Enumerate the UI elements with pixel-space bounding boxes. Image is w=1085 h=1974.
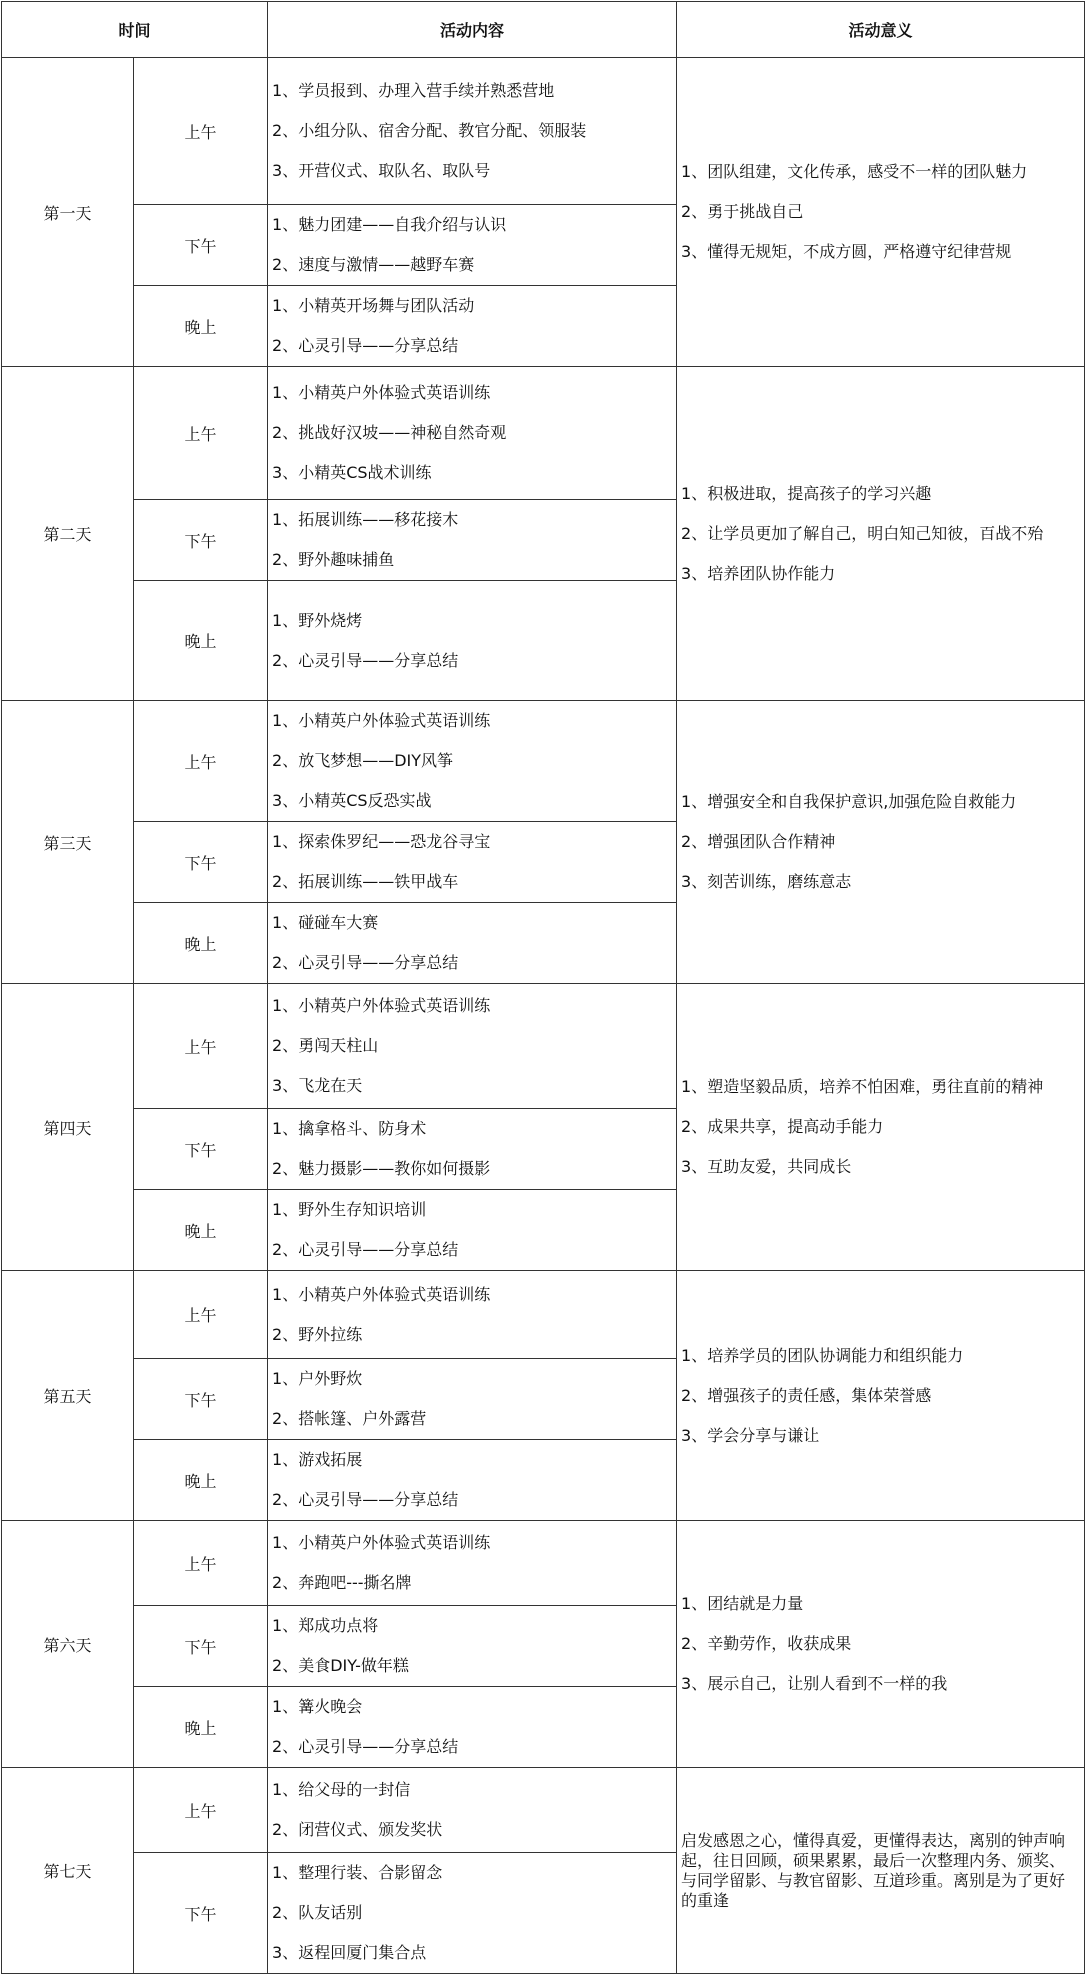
meaning-paragraph: 启发感恩之心，懂得真爱，更懂得表达，离别的钟声响起，往日回顾，硕果累累，最后一次整理内务、颁奖、与同学留影、与教官留影、互道珍重。离别是为了更好的重逢 bbox=[681, 1830, 1066, 1910]
meaning-item: 2、成果共享，提高动手能力 bbox=[681, 1117, 884, 1136]
activity-content-cell bbox=[268, 1440, 677, 1521]
activity-content-cell bbox=[268, 701, 677, 822]
activity-item: 1、小精英户外体验式英语训练 bbox=[272, 1284, 491, 1304]
day-label: 第四天 bbox=[2, 984, 134, 1271]
activity-item: 1、小精英户外体验式英语训练 bbox=[272, 1533, 491, 1552]
schedule-row bbox=[2, 58, 1085, 205]
meaning-item: 3、互助友爱，共同成长 bbox=[681, 1157, 852, 1176]
meaning-item: 1、塑造坚毅品质，培养不怕困难，勇往直前的精神 bbox=[681, 1077, 1044, 1096]
time-slot-label: 上午 bbox=[134, 1768, 268, 1853]
meaning-item: 1、培养学员的团队协调能力和组织能力 bbox=[681, 1345, 964, 1365]
meaning-item: 1、增强安全和自我保护意识,加强危险自救能力 bbox=[681, 792, 1017, 811]
activity-item: 2、搭帐篷、户外露营 bbox=[272, 1409, 427, 1428]
time-slot-label: 下午 bbox=[134, 1853, 268, 1974]
activity-item: 2、野外趣味捕鱼 bbox=[272, 550, 395, 569]
activity-item: 3、飞龙在天 bbox=[272, 1076, 363, 1095]
activity-item: 2、心灵引导——分享总结 bbox=[272, 336, 459, 355]
schedule-table bbox=[1, 1, 1085, 1974]
activity-item: 1、野外烧烤 bbox=[272, 610, 363, 630]
activity-content-cell bbox=[268, 822, 677, 903]
time-slot-label: 上午 bbox=[134, 984, 268, 1109]
activity-content-cell bbox=[268, 1687, 677, 1768]
meaning-item: 2、增强团队合作精神 bbox=[681, 832, 836, 851]
meaning-item: 1、团队组建，文化传承，感受不一样的团队魅力 bbox=[681, 162, 1028, 181]
schedule-row bbox=[2, 1768, 1085, 1853]
activity-item: 1、野外生存知识培训 bbox=[272, 1200, 427, 1219]
activity-content-cell bbox=[268, 581, 677, 701]
activity-meaning-cell bbox=[677, 984, 1085, 1271]
activity-item: 1、篝火晚会 bbox=[272, 1697, 363, 1716]
time-slot-label: 晚上 bbox=[134, 1440, 268, 1521]
activity-content-cell bbox=[268, 1768, 677, 1853]
meaning-item: 2、增强孩子的责任感，集体荣誉感 bbox=[681, 1385, 932, 1405]
meaning-item: 2、让学员更加了解自己，明白知己知彼，百战不殆 bbox=[681, 523, 1044, 543]
time-slot-label: 下午 bbox=[134, 500, 268, 581]
activity-item: 2、心灵引导——分享总结 bbox=[272, 1240, 459, 1259]
schedule-row bbox=[2, 1521, 1085, 1606]
schedule-row bbox=[2, 984, 1085, 1109]
time-slot-label: 上午 bbox=[134, 1271, 268, 1359]
time-slot-label: 上午 bbox=[134, 367, 268, 500]
activity-item: 2、野外拉练 bbox=[272, 1324, 363, 1344]
header-meaning: 活动意义 bbox=[677, 2, 1085, 58]
time-slot-label: 下午 bbox=[134, 822, 268, 903]
day-label: 第一天 bbox=[2, 58, 134, 367]
time-slot-label: 下午 bbox=[134, 1359, 268, 1440]
time-slot-label: 上午 bbox=[134, 1521, 268, 1606]
time-slot-label: 上午 bbox=[134, 58, 268, 205]
time-slot-label: 下午 bbox=[134, 1606, 268, 1687]
activity-item: 1、学员报到、办理入营手续并熟悉营地 bbox=[272, 81, 555, 100]
activity-content-cell bbox=[268, 58, 677, 205]
time-slot-label: 晚上 bbox=[134, 1687, 268, 1768]
meaning-item: 3、刻苦训练，磨练意志 bbox=[681, 872, 852, 891]
day-label: 第二天 bbox=[2, 367, 134, 701]
activity-item: 1、探索侏罗纪——恐龙谷寻宝 bbox=[272, 832, 491, 851]
activity-content-cell bbox=[268, 367, 677, 500]
meaning-item: 1、积极进取，提高孩子的学习兴趣 bbox=[681, 483, 932, 503]
activity-item: 3、开营仪式、取队名、取队号 bbox=[272, 161, 491, 180]
activity-content-cell bbox=[268, 1271, 677, 1359]
activity-meaning-cell bbox=[677, 701, 1085, 984]
activity-content-cell bbox=[268, 1109, 677, 1190]
time-slot-label: 下午 bbox=[134, 1109, 268, 1190]
meaning-item: 3、培养团队协作能力 bbox=[681, 563, 836, 583]
activity-item: 1、户外野炊 bbox=[272, 1369, 363, 1388]
activity-content-cell bbox=[268, 1606, 677, 1687]
day-label: 第七天 bbox=[2, 1768, 134, 1974]
activity-item: 2、小组分队、宿舍分配、教官分配、领服装 bbox=[272, 121, 587, 140]
activity-item: 3、小精英CS战术训练 bbox=[272, 463, 432, 482]
day-label: 第三天 bbox=[2, 701, 134, 984]
time-slot-label: 晚上 bbox=[134, 286, 268, 367]
activity-meaning-cell bbox=[677, 367, 1085, 701]
activity-item: 1、小精英开场舞与团队活动 bbox=[272, 296, 475, 315]
activity-item: 1、擒拿格斗、防身术 bbox=[272, 1119, 427, 1138]
meaning-item: 2、辛勤劳作，收获成果 bbox=[681, 1634, 852, 1653]
activity-item: 2、放飞梦想——DIY风筝 bbox=[272, 751, 454, 770]
activity-item: 2、心灵引导——分享总结 bbox=[272, 1490, 459, 1509]
activity-meaning-cell bbox=[677, 1271, 1085, 1521]
activity-item: 2、队友话别 bbox=[272, 1903, 363, 1922]
activity-item: 1、郑成功点将 bbox=[272, 1616, 379, 1635]
activity-item: 3、小精英CS反恐实战 bbox=[272, 791, 432, 810]
meaning-item: 1、团结就是力量 bbox=[681, 1594, 804, 1613]
meaning-item: 2、勇于挑战自己 bbox=[681, 202, 804, 221]
schedule-row bbox=[2, 367, 1085, 500]
header-time: 时间 bbox=[2, 2, 268, 58]
activity-content-cell bbox=[268, 205, 677, 286]
activity-item: 2、闭营仪式、颁发奖状 bbox=[272, 1820, 443, 1839]
activity-content-cell bbox=[268, 984, 677, 1109]
activity-content-cell bbox=[268, 500, 677, 581]
activity-item: 1、游戏拓展 bbox=[272, 1450, 363, 1469]
activity-item: 2、挑战好汉坡——神秘自然奇观 bbox=[272, 423, 507, 442]
activity-meaning-cell bbox=[677, 1521, 1085, 1768]
time-slot-label: 晚上 bbox=[134, 1190, 268, 1271]
activity-item: 2、拓展训练——铁甲战车 bbox=[272, 872, 459, 891]
day-label: 第五天 bbox=[2, 1271, 134, 1521]
activity-item: 1、整理行装、合影留念 bbox=[272, 1863, 443, 1882]
activity-item: 3、返程回厦门集合点 bbox=[272, 1943, 427, 1962]
header-content: 活动内容 bbox=[268, 2, 677, 58]
activity-item: 1、小精英户外体验式英语训练 bbox=[272, 383, 491, 402]
activity-meaning-cell bbox=[677, 1768, 1085, 1974]
schedule-row bbox=[2, 1271, 1085, 1359]
activity-item: 2、美食DIY-做年糕 bbox=[272, 1656, 409, 1675]
activity-content-cell bbox=[268, 903, 677, 984]
schedule-row bbox=[2, 701, 1085, 822]
activity-item: 2、心灵引导——分享总结 bbox=[272, 650, 459, 670]
activity-item: 2、速度与激情——越野车赛 bbox=[272, 255, 475, 274]
activity-item: 2、魅力摄影——教你如何摄影 bbox=[272, 1159, 491, 1178]
activity-content-cell bbox=[268, 1521, 677, 1606]
header-row bbox=[2, 2, 1085, 58]
activity-meaning-cell bbox=[677, 58, 1085, 367]
activity-content-cell bbox=[268, 1853, 677, 1974]
activity-content-cell bbox=[268, 286, 677, 367]
activity-item: 2、勇闯天柱山 bbox=[272, 1036, 379, 1055]
time-slot-label: 下午 bbox=[134, 205, 268, 286]
activity-item: 2、心灵引导——分享总结 bbox=[272, 1737, 459, 1756]
day-label: 第六天 bbox=[2, 1521, 134, 1768]
activity-item: 1、给父母的一封信 bbox=[272, 1780, 411, 1799]
time-slot-label: 上午 bbox=[134, 701, 268, 822]
activity-item: 2、心灵引导——分享总结 bbox=[272, 953, 459, 972]
activity-item: 1、碰碰车大赛 bbox=[272, 913, 379, 932]
activity-content-cell bbox=[268, 1359, 677, 1440]
time-slot-label: 晚上 bbox=[134, 581, 268, 701]
time-slot-label: 晚上 bbox=[134, 903, 268, 984]
meaning-item: 3、学会分享与谦让 bbox=[681, 1425, 820, 1445]
activity-item: 2、奔跑吧---撕名牌 bbox=[272, 1573, 412, 1592]
meaning-item: 3、懂得无规矩，不成方圆，严格遵守纪律营规 bbox=[681, 242, 1012, 261]
activity-content-cell bbox=[268, 1190, 677, 1271]
meaning-item: 3、展示自己，让别人看到不一样的我 bbox=[681, 1674, 948, 1693]
schedule-body bbox=[2, 58, 1085, 1974]
activity-item: 1、魅力团建——自我介绍与认识 bbox=[272, 215, 507, 234]
activity-item: 1、拓展训练——移花接木 bbox=[272, 510, 459, 529]
activity-item: 1、小精英户外体验式英语训练 bbox=[272, 996, 491, 1015]
activity-item: 1、小精英户外体验式英语训练 bbox=[272, 711, 491, 730]
